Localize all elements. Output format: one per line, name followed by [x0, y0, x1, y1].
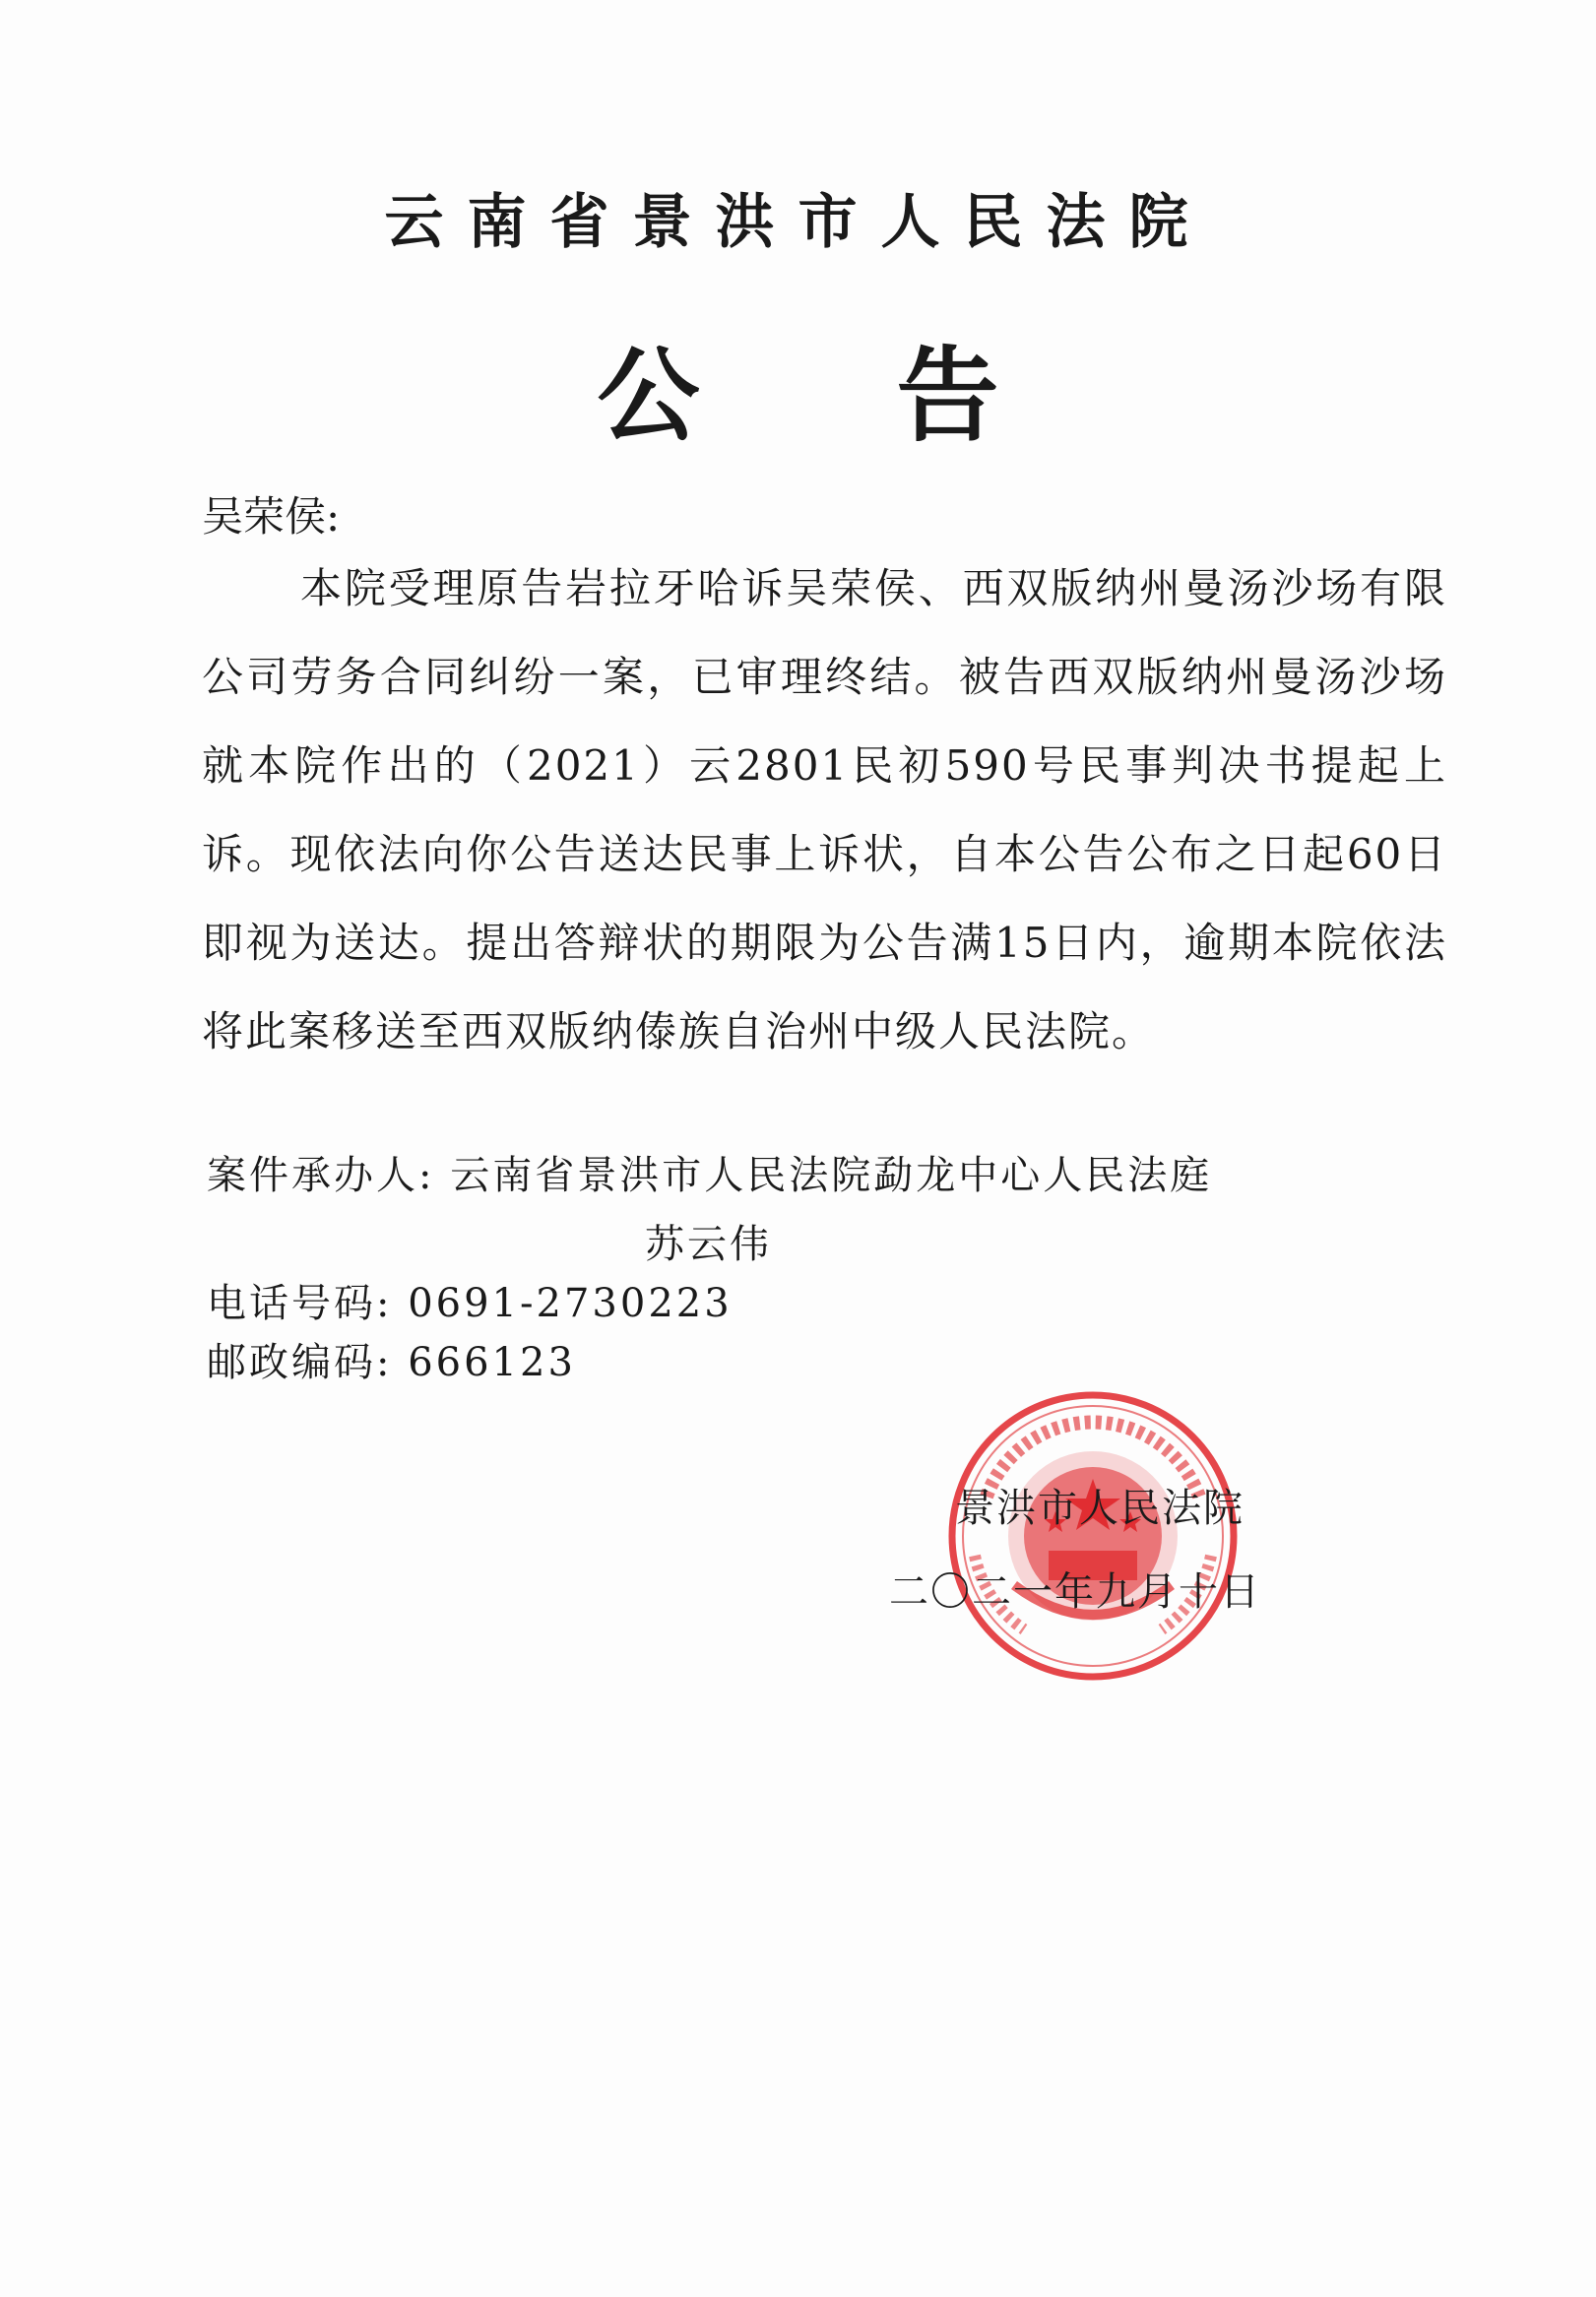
case-handler [207, 1144, 1212, 1200]
case-handler-name: 苏云伟 [645, 1222, 772, 1267]
postal-code [207, 1331, 576, 1387]
addressee: 吴荣侯: [202, 492, 341, 541]
signature-court: 景洪市人民法院 [955, 1486, 1245, 1531]
phone-number [207, 1272, 733, 1328]
court-name-heading: 云南省景洪市人民法院 [384, 188, 1212, 257]
notice-heading: 公告 [597, 336, 1196, 456]
postal-label: 邮政编码: [207, 1340, 393, 1385]
case-handler-org: 云南省景洪市人民法院勐龙中心人民法庭 [450, 1153, 1213, 1198]
postal-value: 666123 [408, 1340, 576, 1385]
signature-date: 二〇二一年九月十日 [889, 1569, 1261, 1615]
phone-label: 电话号码: [207, 1281, 393, 1326]
phone-value: 0691-2730223 [408, 1281, 733, 1326]
case-handler-label: 案件承办人: [207, 1153, 435, 1198]
court-seal-icon [945, 1388, 1241, 1684]
notice-body: 本院受理原告岩拉牙哈诉吴荣侯、西双版纳州曼汤沙场有限公司劳务合同纠纷一案，已审理终结。被告西双版纳州曼汤沙场就本院作出的（2021）云2801民初590号民事判决书提起上诉。现依法向你公告送达民事上诉状，自本公告公布之日起60日即视为送达。提出答辩状的期限为公告满15日内，逾期本院依法将此案移送至西双版纳傣族自治州中级人民法院。 [202, 564, 1447, 1055]
